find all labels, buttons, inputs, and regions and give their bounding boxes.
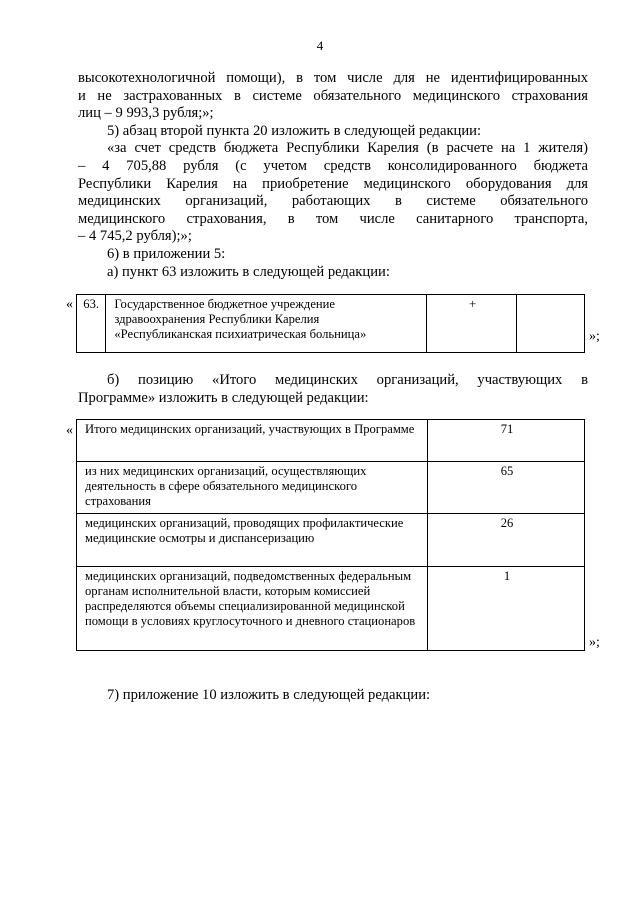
table-cell-value: 1 — [428, 567, 585, 651]
table-item-63 — [76, 294, 585, 353]
close-quote: »; — [589, 635, 600, 650]
table-cell-mark: + — [427, 295, 517, 353]
page-number: 4 — [316, 38, 324, 53]
table-cell-value: 71 — [428, 420, 585, 462]
paragraph-line: а) пункт 63 изложить в следующей редакции: — [107, 263, 390, 280]
table-row — [77, 420, 585, 462]
open-quote: « — [66, 423, 73, 438]
table-cell-label: медицинских организаций, подведомственных федеральным органам исполнительной власти, которым комиссией распределяются объемы специализированной медицинской помощи в условиях круглосуточного и дневного стационаров — [77, 567, 428, 651]
table-totals — [76, 419, 585, 651]
table-row — [77, 514, 585, 567]
table-cell-label: медицинских организаций, проводящих профилактические медицинские осмотры и диспансеризацию — [77, 514, 428, 567]
paragraph-line: Республики Карелия на приобретение медицинского оборудования для — [78, 175, 588, 192]
table-cell-label: из них медицинских организаций, осуществляющих деятельность в сфере обязательного медицинского страхования — [77, 462, 428, 514]
paragraph-line: 7) приложение 10 изложить в следующей редакции: — [107, 687, 431, 703]
paragraph-line: медицинских организаций, работающих в системе обязательного — [78, 193, 588, 210]
paragraph-line: Программе» изложить в следующей редакции: — [78, 389, 369, 406]
table-row — [77, 295, 585, 353]
paragraph-line: 5) абзац второй пункта 20 изложить в следующей редакции: — [107, 122, 482, 139]
table-cell-num: 63. — [77, 295, 106, 353]
table-cell-value: 26 — [428, 514, 585, 567]
table-row — [77, 462, 585, 514]
close-quote: »; — [589, 329, 600, 344]
paragraph-line: 6) в приложении 5: — [107, 246, 226, 262]
paragraph-line: лиц – 9 993,3 рубля;»; — [78, 105, 214, 122]
table-cell-name: Государственное бюджетное учреждение здравоохранения Республики Карелия «Республиканская психиатрическая больница» — [106, 295, 427, 353]
paragraph-line: и не застрахованных в системе обязательного медицинского страхования — [78, 87, 588, 104]
paragraph-line: б) позицию «Итого медицинских организаций, участвующих в — [107, 372, 588, 388]
paragraph-line: – 4 705,88 рубля (с учетом средств консолидированного бюджета — [78, 158, 588, 174]
table-cell-label: Итого медицинских организаций, участвующих в Программе — [77, 420, 428, 462]
paragraph-line: высокотехнологичной помощи), в том числе для не идентифицированных — [78, 70, 588, 86]
table-cell-empty — [517, 295, 585, 353]
table-row — [77, 567, 585, 651]
paragraph-line: – 4 745,2 рубля);»; — [78, 228, 192, 245]
paragraph-line: медицинского страхования, в том числе санитарного транспорта, — [78, 210, 588, 227]
table-cell-value: 65 — [428, 462, 585, 514]
open-quote: « — [66, 297, 73, 312]
paragraph-line: «за счет средств бюджета Республики Карелия (в расчете на 1 жителя) — [107, 140, 588, 157]
